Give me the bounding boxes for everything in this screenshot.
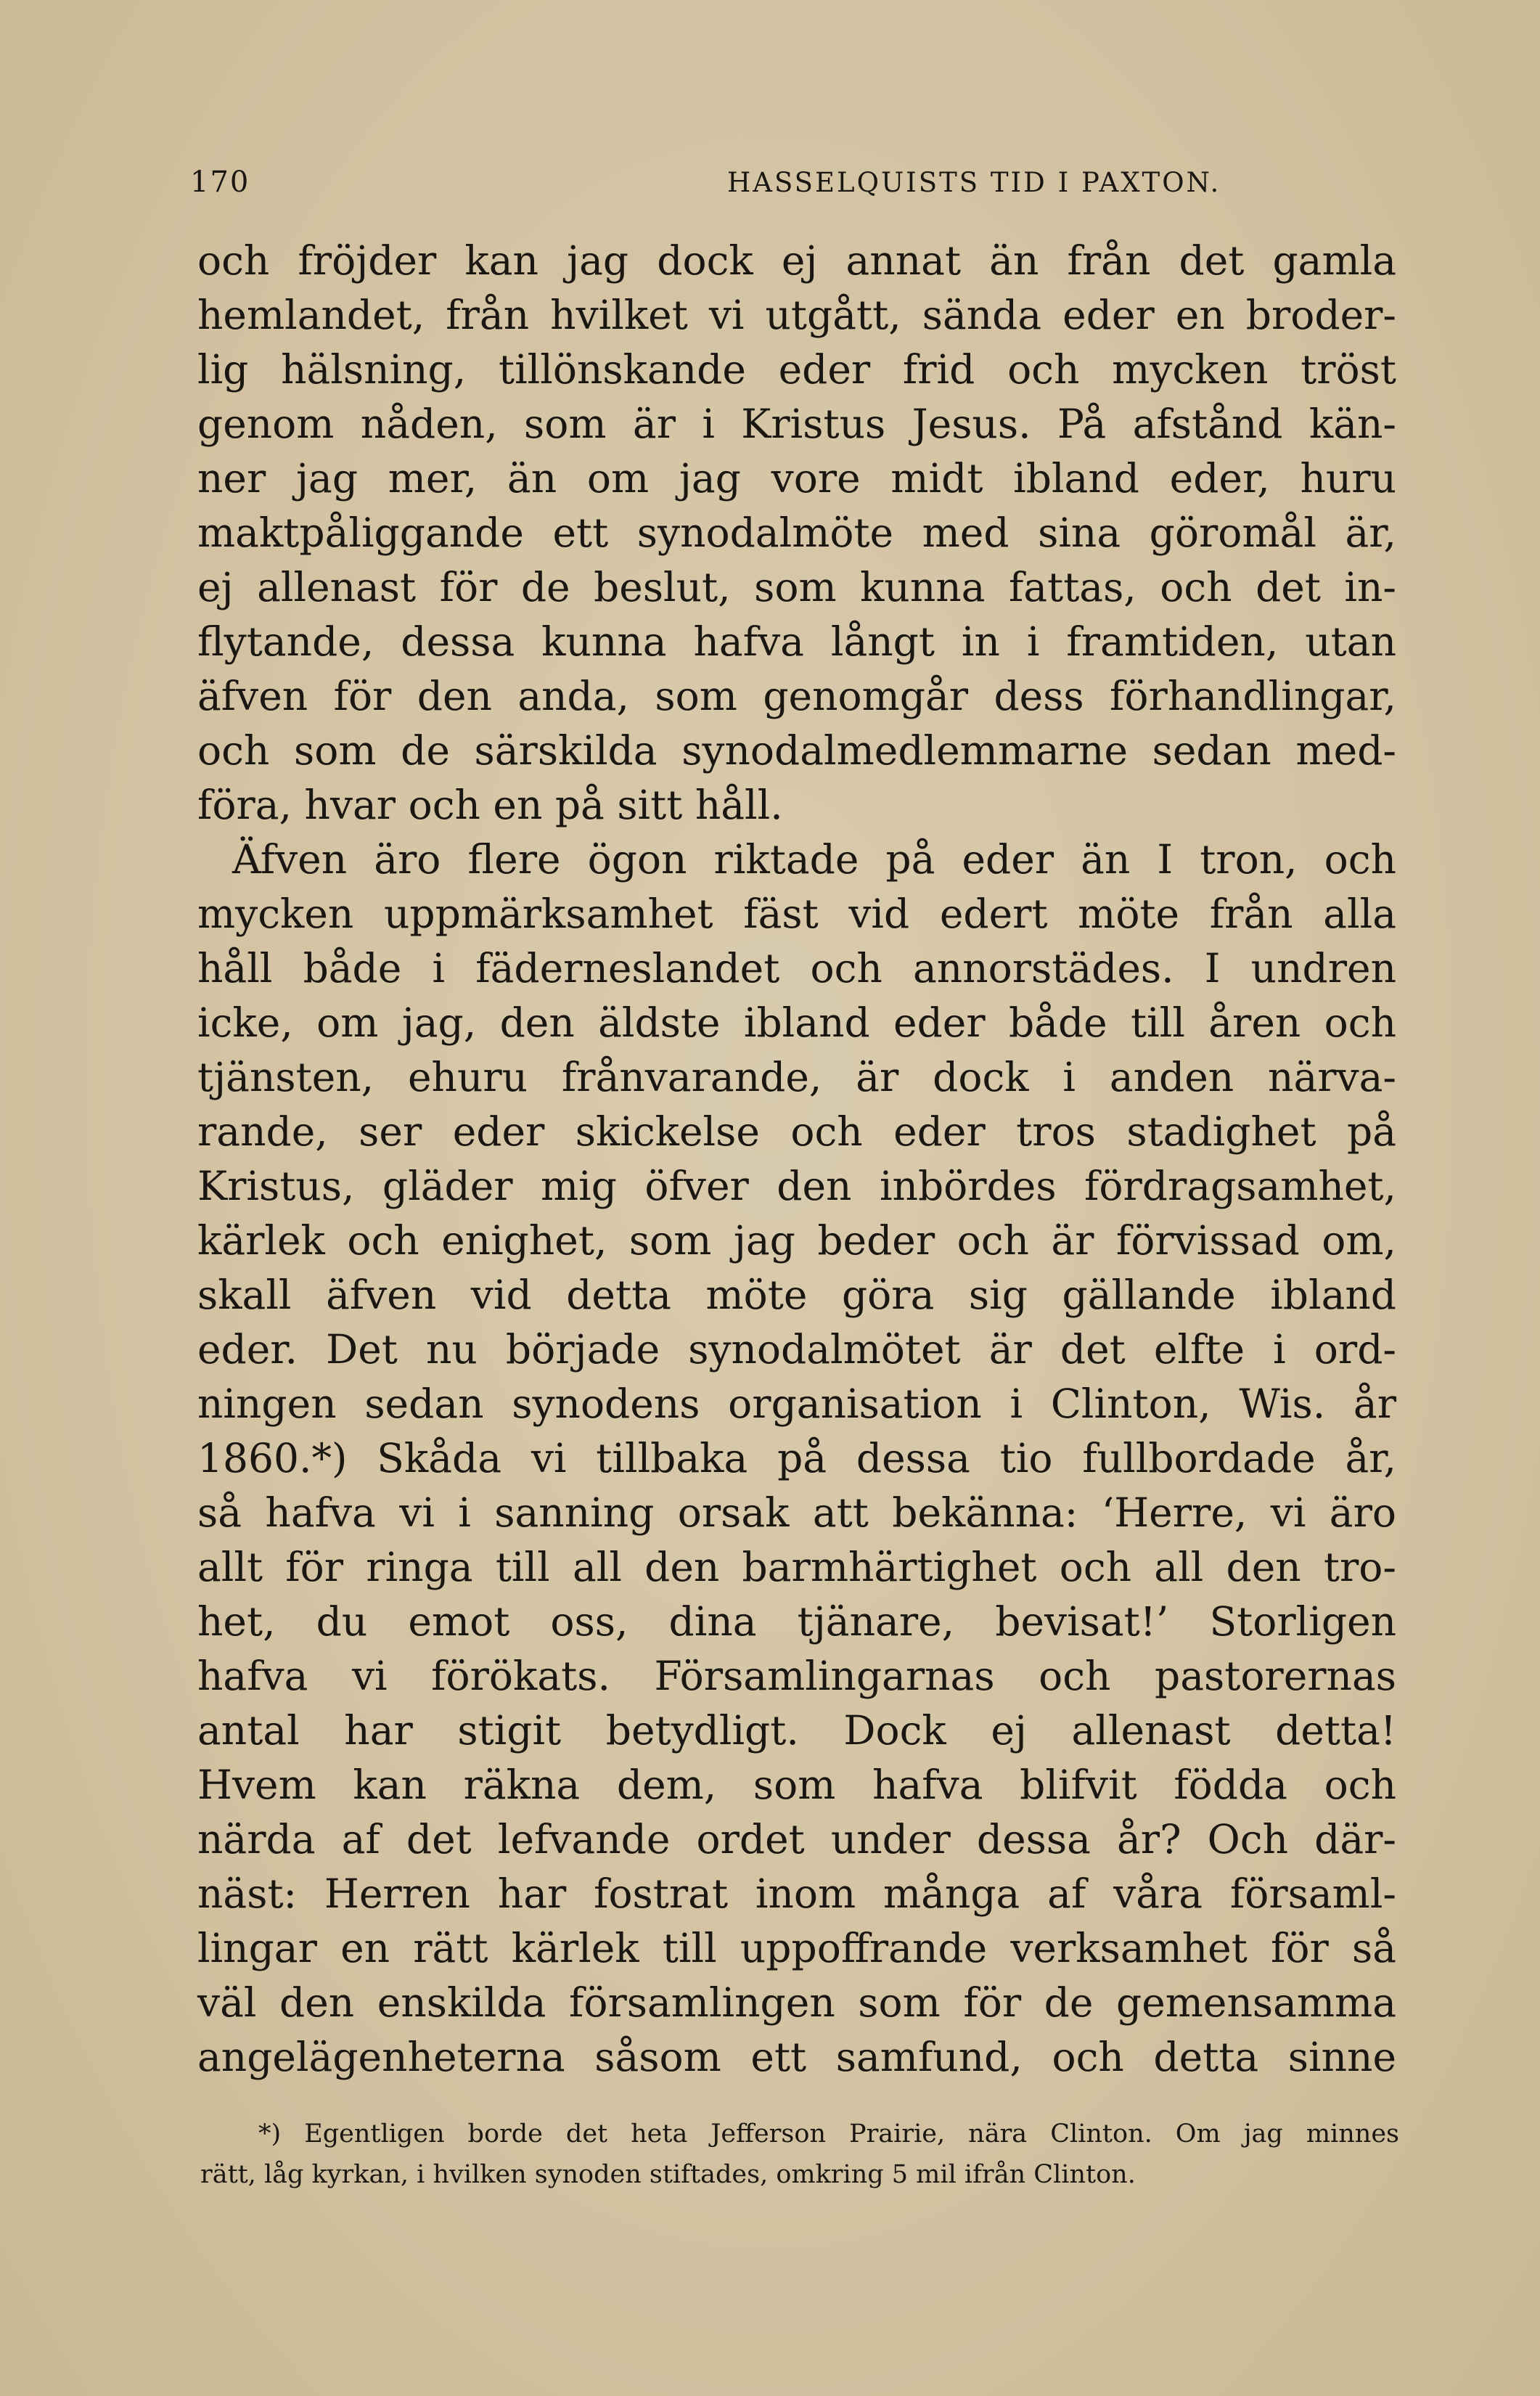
text-line: och fröjder kan jag dock ej annat än från det gamla bbox=[197, 237, 1396, 284]
text-line: genom nåden, som är i Kristus Jesus. På afstånd kän- bbox=[197, 401, 1396, 447]
text-line: Hvem kan räkna dem, som hafva blifvit födda och bbox=[197, 1762, 1396, 1808]
body-text bbox=[197, 234, 1396, 2085]
text-line: lingar en rätt kärlek till uppoffrande verksamhet för så bbox=[197, 1925, 1396, 1971]
text-line: föra, hvar och en på sitt håll. bbox=[197, 782, 783, 828]
text-line: icke, om jag, den äldste ibland eder både till åren och bbox=[197, 999, 1396, 1046]
text-line: hafva vi förökats. Församlingarnas och pastorernas bbox=[197, 1653, 1396, 1699]
text-line: Äfven äro flere ögon riktade på eder än I tron, och bbox=[232, 836, 1396, 883]
text-line: näst: Herren har fostrat inom många af våra församl- bbox=[197, 1870, 1396, 1917]
footnote bbox=[200, 2114, 1399, 2195]
text-line: mycken uppmärksamhet fäst vid edert möte från alla bbox=[197, 891, 1396, 937]
text-line: lig hälsning, tillönskande eder frid och mycken tröst bbox=[197, 346, 1396, 393]
page-number: 170 bbox=[190, 165, 250, 199]
text-line: flytande, dessa kunna hafva långt in i framtiden, utan bbox=[197, 618, 1396, 665]
text-line: ner jag mer, än om jag vore midt ibland eder, huru bbox=[197, 455, 1396, 502]
text-line: Kristus, gläder mig öfver den inbördes fördragsamhet, bbox=[197, 1163, 1396, 1209]
text-line: allt för ringa till all den barmhärtighet och all den tro- bbox=[197, 1544, 1396, 1590]
footnote-line: rätt, låg kyrkan, i hvilken synoden stiftades, omkring 5 mil ifrån Clinton. bbox=[200, 2160, 1136, 2189]
text-line: och som de särskilda synodalmedlemmarne sedan med- bbox=[197, 727, 1396, 774]
text-line: så hafva vi i sanning orsak att bekänna: ‘Herre, vi äro bbox=[197, 1489, 1396, 1536]
running-head: HASSELQUISTS TID I PAXTON. bbox=[727, 167, 1221, 198]
text-line: kärlek och enighet, som jag beder och är förvissad om, bbox=[197, 1217, 1396, 1264]
text-line: het, du emot oss, dina tjänare, bevisat!’ Storligen bbox=[197, 1598, 1396, 1645]
page-header bbox=[190, 165, 1396, 209]
text-line: rande, ser eder skickelse och eder tros stadighet på bbox=[197, 1108, 1396, 1155]
text-line: håll både i fäderneslandet och annorstädes. I undren bbox=[197, 945, 1396, 991]
text-line: hemlandet, från hvilket vi utgått, sända eder en broder- bbox=[197, 292, 1396, 338]
text-line: äfven för den anda, som genomgår dess förhandlingar, bbox=[197, 673, 1396, 719]
text-line: maktpåliggande ett synodalmöte med sina göromål är, bbox=[197, 510, 1396, 556]
text-line: ningen sedan synodens organisation i Clinton, Wis. år bbox=[197, 1381, 1396, 1427]
text-line: eder. Det nu började synodalmötet är det elfte i ord- bbox=[197, 1326, 1396, 1373]
text-line: tjänsten, ehuru frånvarande, är dock i anden närva- bbox=[197, 1054, 1396, 1100]
text-line: skall äfven vid detta möte göra sig gällande ibland bbox=[197, 1272, 1396, 1318]
text-line: ej allenast för de beslut, som kunna fattas, och det in- bbox=[197, 564, 1396, 610]
text-line: 1860.*) Skåda vi tillbaka på dessa tio fullbordade år, bbox=[197, 1435, 1396, 1481]
text-line: närda af det lefvande ordet under dessa år? Och där- bbox=[197, 1816, 1396, 1863]
text-line: angelägenheterna såsom ett samfund, och detta sinne bbox=[197, 2034, 1396, 2080]
text-line: antal har stigit betydligt. Dock ej allenast detta! bbox=[197, 1707, 1396, 1754]
text-line: väl den enskilda församlingen som för de gemensamma bbox=[197, 1979, 1396, 2026]
footnote-line: *) Egentligen borde det heta Jefferson Prairie, nära Clinton. Om jag minnes bbox=[258, 2119, 1399, 2148]
